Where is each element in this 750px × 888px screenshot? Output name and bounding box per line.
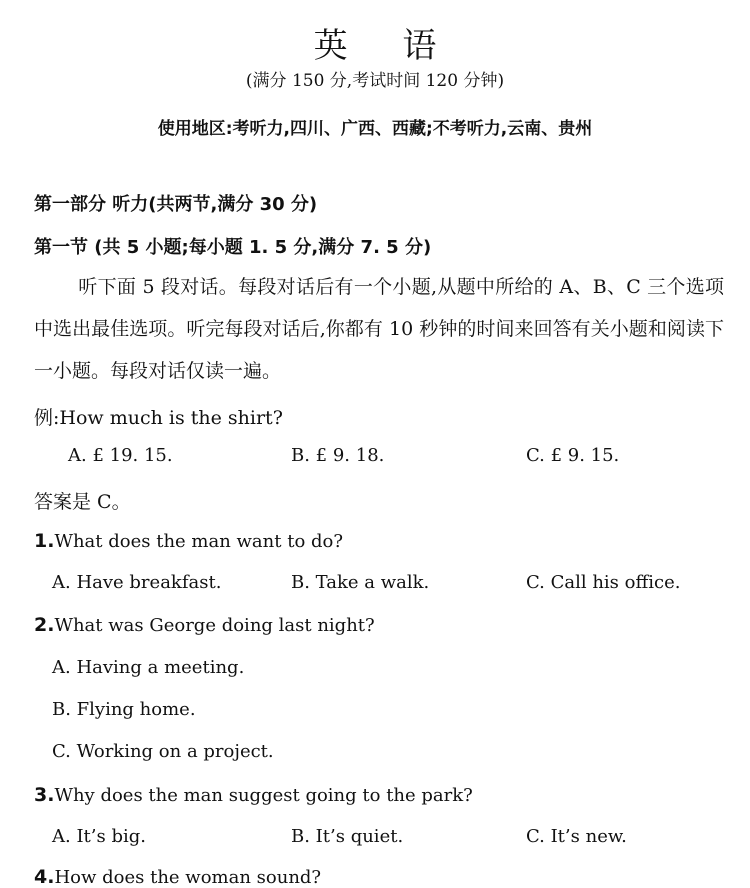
q1-option-a: A. Have breakfast. <box>52 572 222 593</box>
example-option-a: A. £ 19. 15. <box>68 445 173 466</box>
q1-option-b: B. Take a walk. <box>291 572 430 593</box>
example-option-b: B. £ 9. 18. <box>291 445 385 466</box>
q3-option-b: B. It’s quiet. <box>291 826 404 847</box>
example-answer: 答案是 C。 <box>34 491 131 513</box>
instructions-text: 听下面 5 段对话。每段对话后有一个小题,从题中所给的 A、B、C 三个选项中选出最佳选项。听完每段对话后,你都有 10 秒钟的时间来回答有关小题和阅读下一小题。每段对话仅读一遍。 <box>34 276 724 382</box>
q1-option-c: C. Call his office. <box>526 572 681 593</box>
question-3 <box>34 784 473 806</box>
q3-option-c: C. It’s new. <box>526 826 627 847</box>
question-text: How does the woman sound? <box>54 867 322 888</box>
question-text: What was George doing last night? <box>54 615 375 636</box>
question-number: 1. <box>34 530 55 552</box>
question-2 <box>34 614 375 636</box>
q2-option-b: B. Flying home. <box>52 699 196 720</box>
instructions-paragraph <box>34 266 724 392</box>
question-number: 3. <box>34 784 55 806</box>
example-prompt: 例:How much is the shirt? <box>34 407 283 429</box>
q3-option-a: A. It’s big. <box>52 826 146 847</box>
question-4 <box>34 866 321 888</box>
subsection-title: 第一节 (共 5 小题;每小题 1. 5 分,满分 7. 5 分) <box>34 237 432 258</box>
example-option-c: C. £ 9. 15. <box>526 445 620 466</box>
exam-subtitle: (满分 150 分,考试时间 120 分钟) <box>245 71 505 91</box>
part-title: 第一部分 听力(共两节,满分 30 分) <box>34 194 318 215</box>
question-1 <box>34 530 343 552</box>
question-text: What does the man want to do? <box>54 531 344 552</box>
q2-option-a: A. Having a meeting. <box>52 657 245 678</box>
question-number: 4. <box>34 866 55 888</box>
question-text: Why does the man suggest going to the park? <box>54 785 473 806</box>
q2-option-c: C. Working on a project. <box>52 741 274 762</box>
usage-region: 使用地区:考听力,四川、广西、西藏;不考听力,云南、贵州 <box>157 119 593 139</box>
exam-title: 英 语 <box>313 26 459 66</box>
question-number: 2. <box>34 614 55 636</box>
